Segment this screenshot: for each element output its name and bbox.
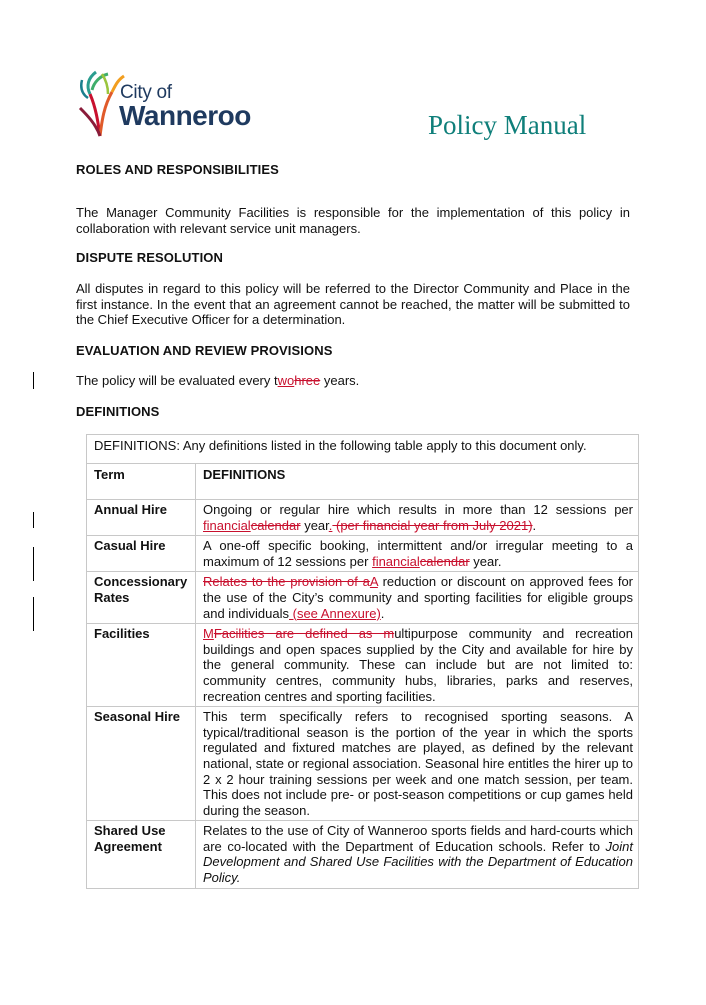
definition-cell: This term specifically refers to recognised sporting seasons. A typical/traditional season is the portion of the year in which the sports regulated and fixtured matches are played, as defined by the relevant national, state or regional association. Seasonal hire entitles the hirer up to 2 x 2 hour training sessions per week and one match session, per team. This does not include pre- or post-season competitions or cup games held during the season. <box>196 707 639 821</box>
term-cell: Concessionary Rates <box>87 572 196 624</box>
table-row <box>87 572 639 624</box>
term-cell: Casual Hire <box>87 536 196 572</box>
table-row <box>87 707 639 821</box>
roles-heading: ROLES AND RESPONSIBILITIES <box>76 162 279 177</box>
header-term: Term <box>87 464 196 500</box>
change-bar <box>33 372 34 389</box>
policy-manual-title: Policy Manual <box>428 110 587 140</box>
logo-wanneroo-text: Wanneroo <box>119 100 251 131</box>
term-cell: Facilities <box>87 624 196 707</box>
definition-cell: MFacilities are defined as multipurpose community and recreation buildings and open spaces supplied by the City and available for hire by the general community. These can include but are not limited to: community centres, community hubs, libraries, parks and reserves, recreation centres and sporting facilities. <box>196 624 639 707</box>
roles-paragraph: The Manager Community Facilities is responsible for the implementation of this policy in collaboration with relevant service unit managers. <box>76 205 630 236</box>
table-caption: DEFINITIONS: Any definitions listed in the following table apply to this document only. <box>87 435 639 464</box>
term-cell: Shared Use Agreement <box>87 821 196 888</box>
change-bar <box>33 512 34 528</box>
definitions-heading: DEFINITIONS <box>76 404 160 419</box>
definition-cell: A one-off specific booking, intermittent and/or irregular meeting to a maximum of 12 sessions per financialcalendar year. <box>196 536 639 572</box>
definition-cell: Ongoing or regular hire which results in more than 12 sessions per financialcalendar year. (per financial year from July 2021). <box>196 500 639 536</box>
definitions-table <box>86 434 639 889</box>
definition-cell: Relates to the provision of aA reduction or discount on approved fees for the use of the City’s community and sporting facilities for eligible groups and individuals (see Annexure). <box>196 572 639 624</box>
dispute-paragraph: All disputes in regard to this policy will be referred to the Director Community and Place in the first instance. In the event that an agreement cannot be reached, the matter will be submitted to the Chief Executive Officer for a determination. <box>76 281 630 327</box>
table-caption-row <box>87 435 639 464</box>
dispute-heading: DISPUTE RESOLUTION <box>76 250 223 265</box>
definition-cell: Relates to the use of City of Wanneroo sports fields and hard-courts which are co-located with the Department of Education schools. Refer to Joint Development and Shared Use Facilities with the Department of Education Policy. <box>196 821 639 888</box>
term-cell: Seasonal Hire <box>87 707 196 821</box>
header-definitions: DEFINITIONS <box>196 464 639 500</box>
change-bar <box>33 547 34 581</box>
table-row <box>87 500 639 536</box>
city-of-wanneroo-logo <box>78 64 288 140</box>
evaluation-heading: EVALUATION AND REVIEW PROVISIONS <box>76 343 333 358</box>
table-row <box>87 536 639 572</box>
change-bar <box>33 597 34 631</box>
table-row <box>87 821 639 888</box>
table-row <box>87 624 639 707</box>
evaluation-paragraph: The policy will be evaluated every twohree years. <box>76 373 360 388</box>
logo-city-of-text: City of <box>120 82 172 103</box>
table-header-row <box>87 464 639 500</box>
term-cell: Annual Hire <box>87 500 196 536</box>
